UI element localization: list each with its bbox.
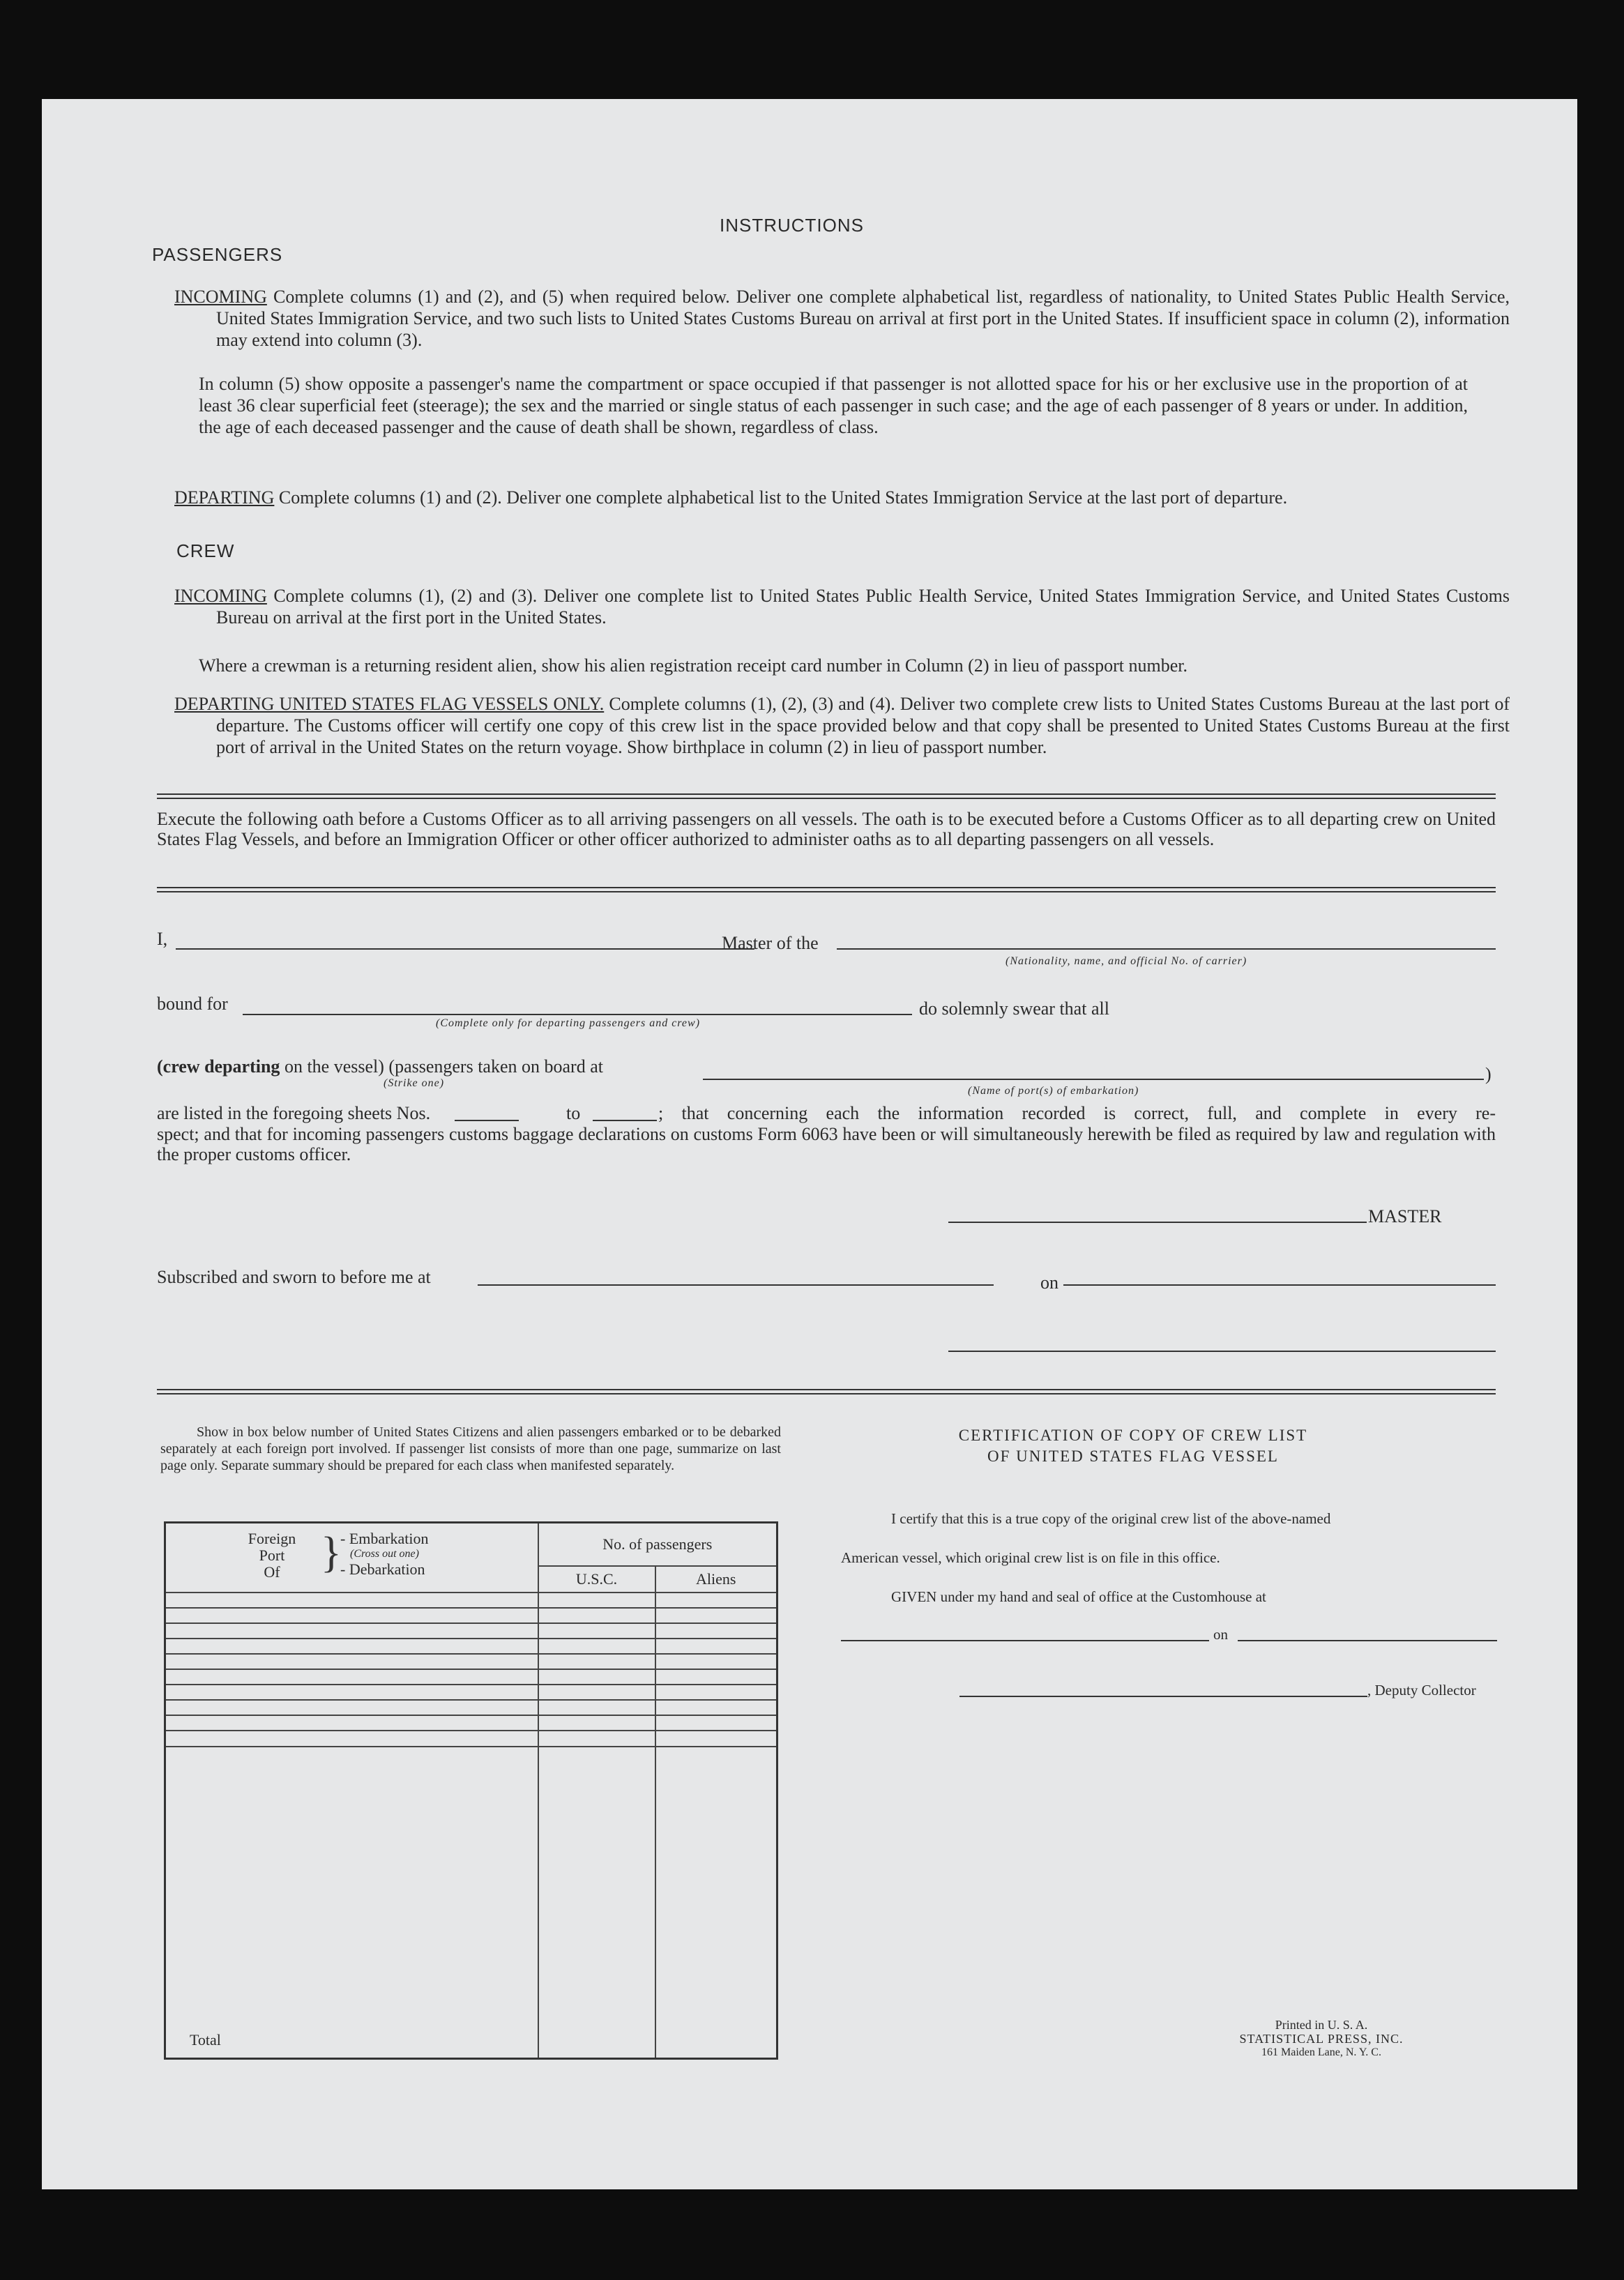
passengers-incoming-paragraph: [174, 286, 1510, 351]
certification-date-field[interactable]: [1238, 1640, 1497, 1641]
aliens-cell[interactable]: [655, 1669, 777, 1685]
on-the-vessel-text: on the vessel): [284, 1056, 384, 1077]
printer-line2: STATISTICAL PRESS, INC.: [1239, 2032, 1404, 2046]
certification-title: [906, 1425, 1360, 1467]
table-row: [165, 1623, 777, 1639]
listed-to-label: to: [566, 1103, 581, 1123]
certify-line2: American vessel, which original crew list is on file in this office.: [841, 1549, 1220, 1566]
usc-cell[interactable]: [538, 1593, 655, 1608]
table-row: [165, 1669, 777, 1685]
passengers-column5-paragraph: In column (5) show opposite a passenger's name the compartment or space occupied if that passenger is not allotted space for his or her exclusive use in the proportion of at least 36 clear superficial feet (steerage); the sex and the married or single status of each passenger in such case; and the age of each passenger of 8 years or under. In addition, the age of each deceased passenger and the cause of death shall be shown, regardless of class.: [199, 374, 1468, 437]
foreign-port-header-cell: [165, 1523, 538, 1593]
bound-for-field[interactable]: [243, 1014, 912, 1015]
port-of-embarkation-field[interactable]: [703, 1079, 1484, 1080]
passengers-heading: PASSENGERS: [152, 244, 283, 265]
passenger-summary-table: [164, 1521, 778, 2060]
port-cell[interactable]: [165, 1731, 538, 1746]
oath-i-label: I,: [157, 929, 168, 949]
aliens-header: Aliens: [655, 1566, 777, 1593]
printer-imprint: [1220, 2018, 1422, 2060]
close-paren: ): [1485, 1064, 1492, 1084]
printer-line1: Printed in U. S. A.: [1275, 2018, 1368, 2032]
carrier-field[interactable]: [837, 948, 1496, 950]
table-row: [165, 1715, 777, 1731]
total-row: [165, 1747, 777, 2059]
certification-on-label: on: [1213, 1626, 1228, 1643]
name-of-port-caption: (Name of port(s) of embarkation): [968, 1085, 1139, 1097]
brace-mark: }: [321, 1529, 342, 1576]
strike-one-line: [157, 1056, 603, 1077]
sheet-to-field[interactable]: [593, 1120, 657, 1121]
usc-cell[interactable]: [538, 1623, 655, 1639]
sworn-on-label: on: [1040, 1272, 1058, 1293]
deputy-collector-label: , Deputy Collector: [1367, 1682, 1476, 1698]
usc-header: U.S.C.: [538, 1566, 655, 1593]
master-of-the-label: Master of the: [722, 933, 819, 953]
usc-cell[interactable]: [538, 1685, 655, 1700]
aliens-cell[interactable]: [655, 1623, 777, 1639]
crew-departing-option[interactable]: (crew departing: [157, 1056, 280, 1077]
table-row: [165, 1731, 777, 1746]
master-label: MASTER: [1368, 1206, 1442, 1226]
certification-title-line1: CERTIFICATION OF COPY OF CREW LIST: [958, 1427, 1308, 1444]
customhouse-field[interactable]: [841, 1640, 1209, 1641]
master-signature-field[interactable]: [948, 1222, 1367, 1223]
sworn-location-field[interactable]: [478, 1284, 994, 1286]
divider: [157, 1389, 1496, 1394]
foreign-label: Foreign: [248, 1530, 296, 1547]
divider: [157, 793, 1496, 799]
sheet-from-field[interactable]: [455, 1120, 519, 1121]
listed-part1: are listed in the foregoing sheets Nos.: [157, 1103, 431, 1123]
port-cell[interactable]: [165, 1623, 538, 1639]
form-sheet: [42, 99, 1577, 2189]
passengers-taken-option[interactable]: (passengers taken on board at: [388, 1056, 603, 1077]
table-row: [165, 1639, 777, 1654]
of-label: Of: [264, 1563, 280, 1581]
port-cell[interactable]: [165, 1685, 538, 1700]
table-row: [165, 1700, 777, 1715]
port-label: Port: [259, 1546, 285, 1564]
listed-part2: ; that concerning each the information recorded is correct, full, and complete in every re-: [658, 1103, 1496, 1123]
certify-line1: I certify that this is a true copy of the original crew list of the above-named: [891, 1510, 1331, 1527]
port-cell[interactable]: [165, 1654, 538, 1669]
table-row: [165, 1608, 777, 1623]
no-of-passengers-header: No. of passengers: [538, 1523, 777, 1566]
aliens-cell[interactable]: [655, 1639, 777, 1654]
usc-total-cell[interactable]: [538, 1747, 655, 2059]
usc-cell[interactable]: [538, 1608, 655, 1623]
oath-intro: Execute the following oath before a Customs Officer as to all arriving passengers on all vessels. The oath is to be executed before a Customs Officer as to all departing crew on United States Flag Vessels, and before an Immigration Officer or other officer authorized to administer oaths as to all departing passengers on all vessels.: [157, 809, 1496, 849]
passengers-departing-label: DEPARTING: [174, 487, 275, 508]
aliens-cell[interactable]: [655, 1593, 777, 1608]
summary-instructions: Show in box below number of United States Citizens and alien passengers embarked or to be debarked separately at each foreign port involved. If passenger list consists of more than one page, summarize on last page only. Separate summary should be prepared for each class when manifested separately.: [160, 1424, 781, 1473]
crew-incoming-label: INCOMING: [174, 586, 267, 606]
aliens-cell[interactable]: [655, 1685, 777, 1700]
port-cell[interactable]: [165, 1639, 538, 1654]
deputy-collector-signature-field[interactable]: [959, 1696, 1367, 1697]
subscribed-label: Subscribed and sworn to before me at: [157, 1267, 431, 1287]
usc-cell[interactable]: [538, 1639, 655, 1654]
port-cell[interactable]: [165, 1608, 538, 1623]
officer-signature-field[interactable]: [948, 1351, 1496, 1352]
nationality-caption: (Nationality, name, and official No. of carrier): [1005, 955, 1247, 967]
given-line: GIVEN under my hand and seal of office at the Customhouse at: [891, 1588, 1266, 1605]
aliens-total-cell[interactable]: [655, 1747, 777, 2059]
usc-cell[interactable]: [538, 1654, 655, 1669]
usc-cell[interactable]: [538, 1715, 655, 1731]
do-solemnly-label: do solemnly swear that all: [919, 998, 1109, 1019]
page-title: INSTRUCTIONS: [720, 215, 864, 236]
table-row: [165, 1654, 777, 1669]
crew-incoming-text: Complete columns (1), (2) and (3). Deliver one complete list to United States Public Health Service, United States Immigration Service, and United States Customs Bureau on arrival at the first port in the United States.: [216, 586, 1510, 628]
aliens-cell[interactable]: [655, 1608, 777, 1623]
aliens-cell[interactable]: [655, 1715, 777, 1731]
usc-cell[interactable]: [538, 1731, 655, 1746]
certification-title-line2: OF UNITED STATES FLAG VESSEL: [987, 1447, 1279, 1465]
passengers-departing-paragraph: [174, 487, 1510, 508]
passengers-incoming-text: Complete columns (1) and (2), and (5) when required below. Deliver one complete alphabetical list, regardless of nationality, to United States Public Health Service, United States Immigration Service, and two such lists to United States Customs Bureau on arrival at first port in the United States. If insufficient space in column (2), information may extend into column (3).: [216, 287, 1510, 350]
usc-cell[interactable]: [538, 1700, 655, 1715]
embarkation-option[interactable]: - Embarkation: [340, 1530, 429, 1547]
port-cell[interactable]: [165, 1715, 538, 1731]
bound-for-label: bound for: [157, 994, 228, 1014]
table-row: [165, 1685, 777, 1700]
total-label: Total: [165, 1747, 538, 2059]
sworn-date-field[interactable]: [1063, 1284, 1496, 1286]
crew-departing-text: Complete columns (1), (2), (3) and (4). Deliver two complete crew lists to United States Customs Bureau at the last port of departure. The Customs officer will certify one copy of this crew list in the space provided below and that copy shall be presented to United States Customs Bureau at the first port of arrival in the United States on the return voyage. Show birthplace in column (2) in lieu of passport number.: [216, 694, 1510, 757]
aliens-cell[interactable]: [655, 1731, 777, 1746]
master-name-field[interactable]: [176, 948, 754, 950]
aliens-cell[interactable]: [655, 1700, 777, 1715]
cross-out-caption: (Cross out one): [350, 1548, 419, 1560]
crew-resident-paragraph: Where a crewman is a returning resident alien, show his alien registration receipt card number in Column (2) in lieu of passport number.: [199, 655, 1188, 676]
crew-departing-label: DEPARTING UNITED STATES FLAG VESSELS ONLY.: [174, 694, 605, 714]
listed-part3: spect; and that for incoming passengers customs baggage declarations on customs Form 6063 have been or will simultaneously herewith be filed as required by law and regulation with the proper customs officer.: [157, 1124, 1496, 1164]
complete-only-caption: (Complete only for departing passengers and crew): [436, 1017, 701, 1029]
printer-line3: 161 Maiden Lane, N. Y. C.: [1261, 2046, 1381, 2058]
usc-cell[interactable]: [538, 1669, 655, 1685]
port-cell[interactable]: [165, 1669, 538, 1685]
crew-departing-paragraph: [174, 693, 1510, 758]
table-row: [165, 1593, 777, 1608]
port-cell[interactable]: [165, 1700, 538, 1715]
aliens-cell[interactable]: [655, 1654, 777, 1669]
port-cell[interactable]: [165, 1593, 538, 1608]
crew-incoming-paragraph: [174, 585, 1510, 628]
crew-heading: CREW: [176, 540, 235, 561]
strike-one-caption: (Strike one): [384, 1077, 445, 1089]
debarkation-option[interactable]: - Debarkation: [340, 1560, 425, 1578]
divider: [157, 887, 1496, 892]
passengers-departing-text: Complete columns (1) and (2). Deliver one complete alphabetical list to the United States Immigration Service at the last port of departure.: [278, 487, 1288, 508]
passengers-incoming-label: INCOMING: [174, 287, 267, 307]
